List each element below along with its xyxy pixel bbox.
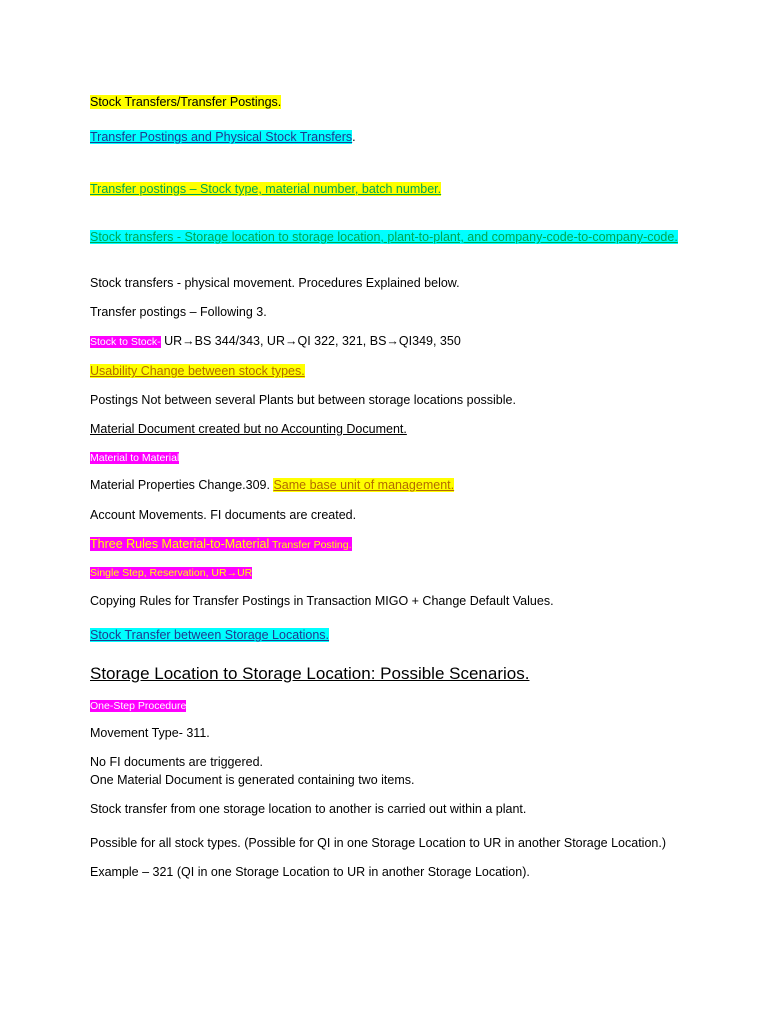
transfer-postings-definition-text: Transfer postings – Stock type, material number, batch number. <box>90 182 442 196</box>
no-fi-text: No FI documents are triggered. <box>90 755 263 769</box>
within-plant-text: Stock transfer from one storage location to another is carried out within a plant. <box>90 802 527 816</box>
usability-change-text: Usability Change between stock types. <box>90 364 305 378</box>
stock-transfer-storage-line <box>90 628 329 643</box>
transfer-postings-following <box>90 305 267 320</box>
stock-to-stock-moves: UR→BS 344/343, UR→QI 322, 321, BS→QI349, 350 <box>160 334 461 348</box>
one-step-tag: One-Step Procedure <box>90 700 187 712</box>
material-to-material-tag: Material to Material <box>90 452 180 464</box>
title-line <box>90 95 281 110</box>
no-fi-line <box>90 755 263 770</box>
one-material-document-line <box>90 773 414 788</box>
material-properties-text: Material Properties Change.309. <box>90 478 274 492</box>
transfer-postings-following-text: Transfer postings – Following 3. <box>90 305 267 319</box>
stock-to-stock-line <box>90 334 461 350</box>
material-document-text: Material Document created but no Accounting Document. <box>90 422 407 436</box>
scenarios-heading <box>90 664 529 684</box>
example-line <box>90 865 530 880</box>
material-document-line <box>90 422 407 437</box>
example-text: Example – 321 (QI in one Storage Location to UR in another Storage Location). <box>90 865 530 879</box>
account-movements-text: Account Movements. FI documents are created. <box>90 508 357 522</box>
single-step-line <box>90 565 252 581</box>
three-rules-text: Three Rules Material-to-Material <box>90 537 270 551</box>
stock-transfers-definition-text: Stock transfers - Storage location to storage location, plant-to-plant, and company-code-to-company-code. <box>90 230 678 244</box>
transfer-postings-definition <box>90 182 441 197</box>
stock-transfer-storage-text: Stock Transfer between Storage Locations. <box>90 628 330 642</box>
single-step-text: Single Step, Reservation, UR→UR <box>90 567 253 579</box>
postings-plants-line <box>90 393 516 408</box>
movement-type-line <box>90 726 210 741</box>
transfer-postings-heading-tail: . <box>352 130 356 144</box>
stock-transfers-definition <box>90 229 680 246</box>
postings-plants-text: Postings Not between several Plants but between storage locations possible. <box>90 393 516 407</box>
transfer-posting-small-text: Transfer Posting. <box>269 539 352 551</box>
stock-transfers-physical-text: Stock transfers - physical movement. Procedures Explained below. <box>90 276 460 290</box>
three-rules-line <box>90 537 352 553</box>
stock-to-stock-tag: Stock to Stock- <box>90 336 161 348</box>
material-properties-line <box>90 478 454 493</box>
one-step-line <box>90 698 186 714</box>
transfer-postings-heading-text: Transfer Postings and Physical Stock Transfers <box>90 130 353 144</box>
one-material-document-text: One Material Document is generated containing two items. <box>90 773 415 787</box>
usability-change-line <box>90 364 305 379</box>
all-stock-types-text: Possible for all stock types. (Possible for QI in one Storage Location to UR in another Storage Location.) <box>90 836 667 850</box>
stock-transfers-physical <box>90 276 460 291</box>
within-plant-line <box>90 802 526 817</box>
title-text: Stock Transfers/Transfer Postings. <box>90 95 282 109</box>
material-to-material-line <box>90 450 179 466</box>
account-movements-line <box>90 508 356 523</box>
all-stock-types-line <box>90 836 666 851</box>
transfer-postings-heading <box>90 130 356 145</box>
copying-rules-text: Copying Rules for Transfer Postings in Transaction MIGO + Change Default Values. <box>90 594 554 608</box>
same-base-unit-text: Same base unit of management. <box>273 478 455 492</box>
three-rules-highlight <box>90 537 352 551</box>
scenarios-heading-text: Storage Location to Storage Location: Possible Scenarios. <box>90 664 530 683</box>
copying-rules-line <box>90 594 554 609</box>
movement-type-text: Movement Type- 311. <box>90 726 210 740</box>
